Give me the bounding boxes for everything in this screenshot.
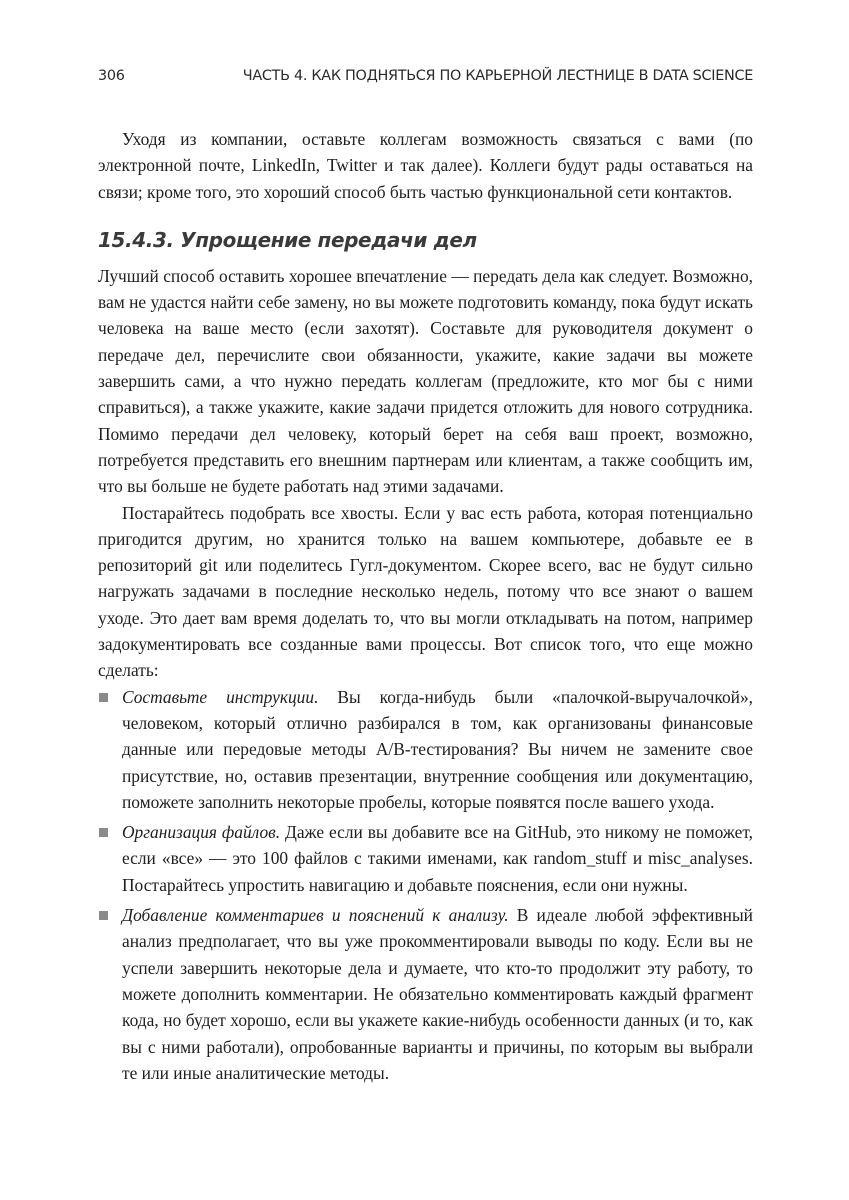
page-header — [98, 68, 753, 94]
section-heading: 15.4.3. Упрощение передачи дел — [98, 227, 477, 252]
intro-paragraph: Уходя из компании, оставьте коллегам возможность связаться с вами (по электронной почте, LinkedIn, Twitter и так далее). Коллеги будут рады оставаться на связи; кроме того, это хороший способ быть частью функциональной сети контактов. — [98, 129, 753, 202]
list-item-lead: Составьте инструкции. — [122, 686, 319, 707]
paragraph: Лучший способ оставить хорошее впечатление — передать дела как следует. Возможно, вам не удастся найти себе замену, но вы можете подготовить команду, пока будут искать человека на ваше место (если захотят). Составьте для руководителя документ о передаче дел, перечислите свои обязанности, укажите, какие задачи вы можете завершить сами, а что нужно передать коллегам (предложите, кто мог бы с ними справиться), а также укажите, какие задачи придется отложить для нового сотрудника. Помимо передачи дел человеку, который берет на себя ваш проект, возможно, потребуется представить его внешним партнерам или клиентам, а также сообщить им, что вы больше не будете работать над этими задачами. — [98, 265, 753, 497]
list-item — [98, 684, 753, 815]
page-body — [98, 126, 753, 1090]
paragraph: Постарайтесь подобрать все хвосты. Если у вас есть работа, которая потенциально пригодится другим, но хранится только на вашем компьютере, добавьте ее в репозиторий git или поделитесь Гугл-документом. Скорее всего, вас не будут сильно нагружать задачами в последние несколько недель, потому что все знают о вашем уходе. Это дает вам время доделать то, что вы могли откладывать на потом, например задокументировать все созданные вами процессы. Вот список того, что еще можно сделать: — [98, 502, 753, 681]
page-number: 306 — [98, 68, 125, 84]
list-item-text: Даже если вы добавите все на GitHub, это никому не поможет, если «все» — это 100 файлов с такими именами, как random_stuff и misc_analyses. Постарайтесь упростить навигацию и добавьте пояснения, если они нужны. — [122, 822, 753, 895]
square-bullet-icon — [99, 693, 108, 702]
bullet-list — [98, 684, 753, 1086]
square-bullet-icon — [99, 911, 108, 920]
list-item-lead: Организация файлов. — [122, 822, 281, 843]
square-bullet-icon — [99, 828, 108, 837]
list-item-text: Вы когда-нибудь были «палочкой-выручалочкой», человеком, который отлично разбирался в том, как организованы финансовые данные или передовые методы A/B-тестирования? Вы ничем не замените свое присутствие, но, оставив презентации, внутренние сообщения или документацию, поможете заполнить некоторые пробелы, которые появятся после вашего ухода. — [122, 686, 753, 812]
list-item-lead: Добавление комментариев и пояснений к анализу. — [122, 905, 509, 926]
list-item — [98, 902, 753, 1086]
running-title: ЧАСТЬ 4. КАК ПОДНЯТЬСЯ ПО КАРЬЕРНОЙ ЛЕСТНИЦЕ В DATA SCIENCE — [242, 68, 753, 84]
list-item-text: В идеале любой эффективный анализ предполагает, что вы уже прокомментировали выводы по коду. Если вы не успели завершить некоторые дела и думаете, что кто-то продолжит эту работу, то можете дополнить комментарии. Не обязательно комментировать каждый фрагмент кода, но будет хорошо, если вы укажете какие-нибудь особенности данных (и то, как вы с ними работали), опробованные варианты и причины, по которым вы выбрали те или иные аналитические методы. — [122, 905, 753, 1083]
list-item — [98, 819, 753, 898]
